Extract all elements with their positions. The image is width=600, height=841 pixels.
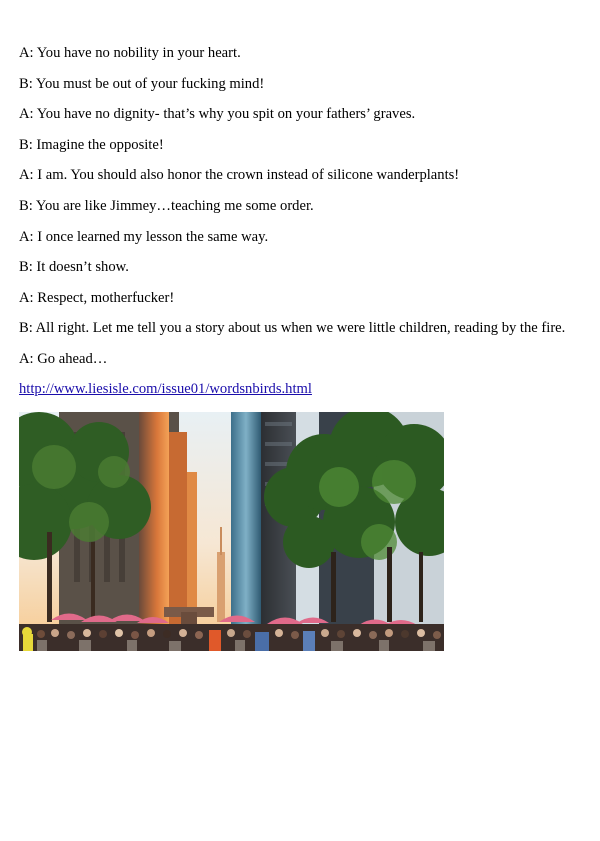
dialogue-line: B: You are like Jimmey…teaching me some order. — [19, 197, 314, 214]
source-link[interactable]: http://www.liesisle.com/issue01/wordsnbirds.html — [19, 381, 312, 397]
dialogue-line: A: You have no dignity- that’s why you spit on your fathers’ graves. — [19, 106, 416, 123]
dialogue-line: A: You have no nobility in your heart. — [19, 45, 241, 61]
dialogue-line: A: Go ahead… — [19, 350, 108, 367]
dialogue-line: B: It doesn’t show. — [19, 259, 129, 276]
dialogue-line: A: I once learned my lesson the same way. — [19, 228, 269, 245]
dialogue-line: A: I am. You should also honor the crown instead of silicone wanderplants! — [19, 167, 460, 184]
dialogue-line: A: Respect, motherfucker! — [19, 289, 175, 306]
dialogue-line: B: All right. Let me tell you a story about us when we were little children, reading by the fire. — [19, 320, 566, 337]
dialogue-line: B: You must be out of your fucking mind! — [19, 75, 265, 92]
dialogue-line: B: Imagine the opposite! — [19, 136, 164, 153]
dialogue-list — [19, 45, 589, 382]
city-street-photo — [19, 412, 444, 651]
